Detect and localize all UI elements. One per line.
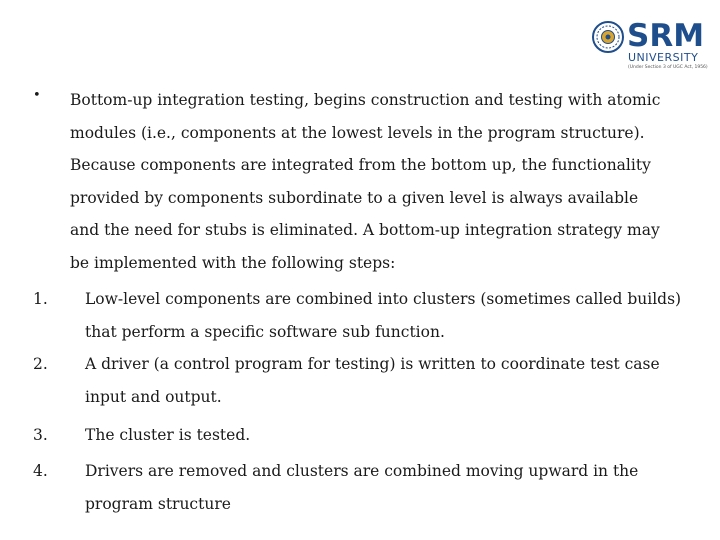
step-number: 1. — [33, 290, 48, 308]
srm-university-logo — [592, 18, 708, 76]
step-text: The cluster is tested. — [85, 426, 251, 444]
intro-paragraph: Bottom-up integration testing, begins construction and testing with atomic modules (i.e., components at the lowest levels in the program structure). Because components are integrated from the bottom up, the functionality provided by components subordinate to a given level is always available and the need for stubs is eliminated. A bottom-up integration strategy may be implemented with the following steps: — [70, 91, 661, 272]
step-text: Drivers are removed and clusters are combined moving upward in the program structure — [85, 462, 639, 513]
step-number: 3. — [33, 426, 48, 444]
university-seal-icon — [592, 21, 624, 53]
logo-subtitle: UNIVERSITY — [628, 51, 699, 64]
logo-name: SRM — [627, 18, 705, 54]
logo-tagline: (Under Section 3 of UGC Act, 1956) — [628, 65, 708, 70]
step-number: 2. — [33, 355, 48, 373]
step-text: Low-level components are combined into clusters (sometimes called builds) that perform a specific software sub function. — [85, 290, 682, 341]
step-text: A driver (a control program for testing) is written to coordinate test case input and output. — [85, 355, 660, 406]
bullet-marker: • — [33, 88, 41, 103]
step-number: 4. — [33, 462, 48, 480]
